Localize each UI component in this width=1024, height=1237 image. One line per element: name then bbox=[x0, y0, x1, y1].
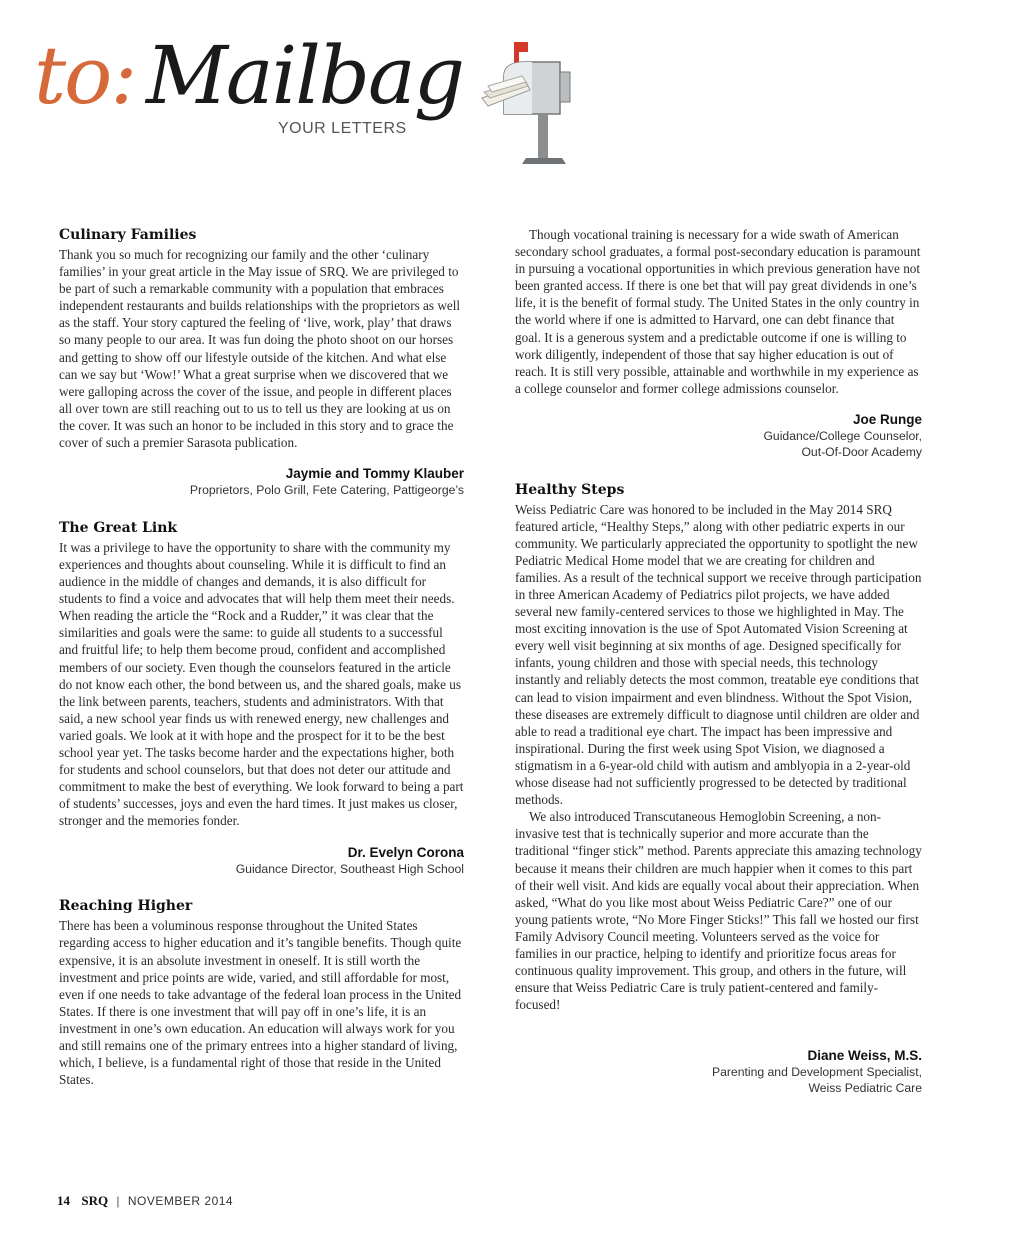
masthead bbox=[34, 26, 554, 146]
letter-signature bbox=[515, 1047, 922, 1097]
signature-line: Proprietors, Polo Grill, Fete Catering, Pattigeorge’s bbox=[189, 483, 464, 498]
letter-paragraph: There has been a voluminous response throughout the United States regarding access to higher education and it’s tangible benefits. Though quite expensive, it is an absolute investment in oneself. It is still worth the investment and price points are wide, varied, and still affordable for most, even if one needs to take advantage of the federal loan process in the United States. If there is one investment that will pay off in one’s life, it is an investment in one’s own education. An education will always work for you and still remains one of the primary entrees into a higher standard of living, which, I believe, is a fundamental right of those that reside in the United States. bbox=[59, 918, 462, 1088]
letter-reaching-higher-continued bbox=[515, 226, 922, 461]
issue-date: NOVEMBER 2014 bbox=[127, 1194, 234, 1208]
letter-body bbox=[515, 226, 922, 397]
letter-body bbox=[59, 246, 464, 451]
signature-name: Joe Runge bbox=[852, 411, 922, 427]
letter-paragraph: We also introduced Transcutaneous Hemoglobin Screening, a non-invasive test that is technically superior and more accurate than the traditional “finger stick” method. Parents appreciate this amazing technology because it means their children are much happier when it comes to this part of their well visit. And kids are equally vocal about their appreciation. When asked, “What do you like most about Weiss Pediatric Care?” one of our young patients wrote, “No More Finger Sticks!” This fall we hosted our first Family Advisory Council meeting. Volunteers served as the voice for families in our practice, helping to identify and prioritize focus areas for continuous quality improvement. This group, and others in the future, will ensure that Weiss Pediatric Care is truly patient-centered and family-focused! bbox=[515, 809, 922, 1013]
footer-separator: | bbox=[116, 1194, 120, 1208]
signature-line: Parenting and Development Specialist, bbox=[711, 1065, 922, 1080]
signature-name: Dr. Evelyn Corona bbox=[347, 844, 464, 860]
signature-line: Guidance/College Counselor, bbox=[763, 428, 922, 443]
masthead-title: Mailbag bbox=[146, 29, 463, 122]
letter-reaching-higher bbox=[59, 897, 464, 1088]
letter-culinary-families bbox=[59, 226, 464, 499]
letter-paragraph: Thank you so much for recognizing our family and the other ‘culinary families’ in your great article in the May issue of SRQ. We are privileged to be part of such a remarkable community with a population that embraces independent restaurants and builds relationships with the proprietors as well as the staff. Your story captured the feeling of ‘live, work, play’ that draws so many people to our area. It was fun doing the photo shoot on our horses and getting to show off our lifestyle outside of the kitchen. And what else can we say but ‘Wow!’ What a great surprise when we discovered that we were galloping across the cover of the issue, and people in different places all over town are still reaching out to us to tell us they are looking at us on the cover. It was such an honor to be included in this story and to grace the cover of such a premier Sarasota publication. bbox=[59, 247, 461, 451]
letter-signature bbox=[59, 465, 464, 499]
letter-healthy-steps bbox=[515, 481, 922, 1097]
letter-body bbox=[59, 539, 464, 830]
signature-name: Diane Weiss, M.S. bbox=[807, 1048, 922, 1064]
masthead-subtitle: YOUR LETTERS bbox=[278, 120, 407, 137]
letter-body bbox=[515, 501, 922, 1014]
letter-signature bbox=[515, 411, 922, 461]
signature-line: Out-Of-Door Academy bbox=[801, 444, 922, 459]
page-footer bbox=[57, 1193, 233, 1209]
right-column bbox=[515, 226, 922, 1097]
letter-title: The Great Link bbox=[59, 519, 178, 536]
page-number: 14 bbox=[57, 1193, 70, 1208]
letter-title: Healthy Steps bbox=[515, 481, 625, 498]
letter-great-link bbox=[59, 519, 464, 877]
signature-name: Jaymie and Tommy Klauber bbox=[285, 466, 464, 482]
left-column bbox=[59, 226, 464, 1088]
signature-line: Weiss Pediatric Care bbox=[808, 1081, 922, 1096]
letter-paragraph: It was a privilege to have the opportunity to share with the community my experiences and thoughts about counseling. While it is difficult to find an audience in the middle of changes and demands, it is also difficult for students to find a voice and advocates that will help them meet their needs. When reading the article the “Rock and a Rudder,” it was clear that the similarities and goals were the same: to guide all students to a successful and fruitful life; to help them become proud, confident and accomplished members of our society. Even though the counselors featured in the article do not know each other, the bond between us, and the shared goals, make us the link between parents, teachers, students and administrators. With that said, a new school year finds us with renewed energy, new challenges and varied goals. We look at it with hope and the prospect for it to be the best school year yet. The tasks become harder and the expectations higher, both for students and school counselors, but that does not deter our attitude and commitment to make the best of everything. We look forward to being a part of students’ successes, joys and even the hard times. It just makes us closer, stronger and the memories fonder. bbox=[59, 539, 464, 829]
signature-line: Guidance Director, Southeast High School bbox=[235, 861, 464, 876]
letter-paragraph: Weiss Pediatric Care was honored to be included in the May 2014 SRQ featured article, “Healthy Steps,” along with other pediatric experts in our community. We particularly appreciated the opportunity to spotlight the new Pediatric Medical Home model that we are creating for children and families. As a result of the technical support we receive through participation in three American Academy of Pediatrics pilot projects, we have added several new family-centered services to those we highlighted in May. The most exciting innovation is the use of Spot Automated Vision Screening at every well visit beginning at six months of age. Designed specifically for infants, young children and those with special needs, this technology instantly and reliably detects the most common, treatable eye conditions that can lead to vision impairment and even blindness. Without the Spot Vision, these diseases are extremely difficult to diagnose until children are older and able to read a traditional eye chart. The impact has been impressive and inspirational. During the first week using Spot Vision, we diagnosed a stigmatism in a 6-year-old child with autism and amblyopia in a 2-year-old whose disease had not sufficiently progressed to be detected by traditional methods. bbox=[515, 501, 922, 808]
letter-paragraph: Though vocational training is necessary for a wide swath of American secondary school graduates, a formal post-secondary education is paramount in pursuing a vocational opportunities in which previous generation have not been granted access. If there is one bet that will pay great dividends in one’s life, it is the benefit of formal study. The United States in the only country in the world where if one is admitted to Harvard, one can debt finance that goal. It is a generous system and a predictable outcome if one is willing to work diligently, independent of those that say higher education is out of reach. It is still very possible, attainable and worthwhile in my experience as a college counselor and former college admissions counselor. bbox=[515, 227, 921, 396]
magazine-name: SRQ bbox=[81, 1193, 109, 1208]
letter-title: Culinary Families bbox=[59, 227, 197, 243]
mailbox-icon bbox=[474, 40, 594, 166]
letter-signature bbox=[59, 844, 464, 878]
letter-body bbox=[59, 917, 464, 1088]
letter-title: Reaching Higher bbox=[59, 898, 193, 915]
masthead-to: to: bbox=[34, 29, 136, 122]
